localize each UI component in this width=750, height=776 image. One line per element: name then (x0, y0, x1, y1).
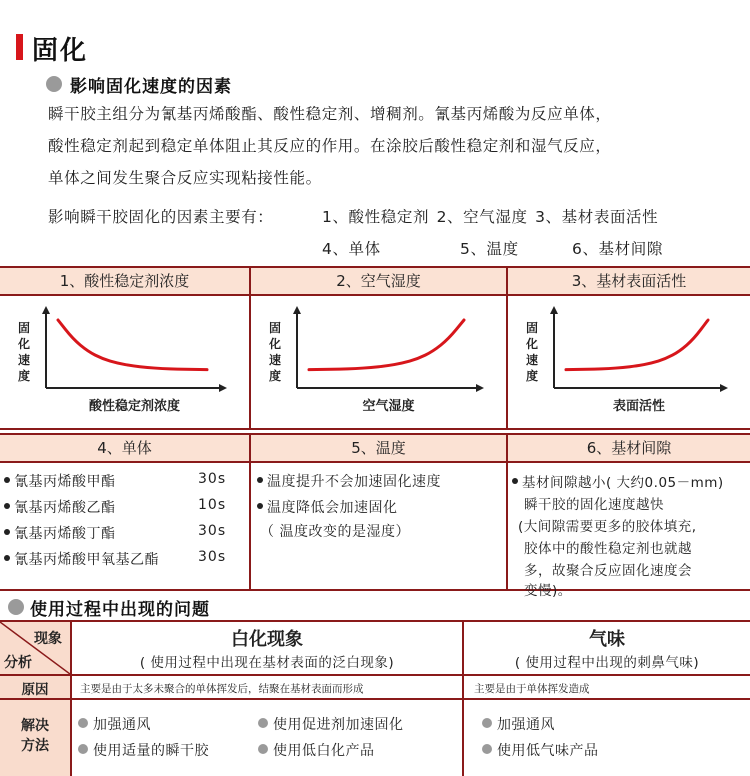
factor-5: 5、温度 (460, 240, 519, 258)
gap-line: (大间隙需要更多的胶体填充, (518, 519, 697, 535)
section-title-problems: 使用过程中出现的问题 (30, 600, 210, 620)
y-axis-label-char: 固 (17, 321, 31, 335)
section-bullet-icon (46, 76, 62, 92)
y-axis-label-char: 度 (525, 369, 539, 383)
factor-6: 6、基材间隙 (572, 240, 663, 258)
page-title: 固化 (32, 36, 89, 66)
curve-series (58, 320, 207, 370)
gap-line: 变慢)。 (524, 583, 572, 599)
chart-header-1: 1、酸性稳定剂浓度 (0, 268, 249, 294)
chart-header-3: 3、基材表面活性 (508, 268, 750, 294)
y-axis-label-char: 固 (525, 321, 539, 335)
x-axis-label: 表面活性 (612, 399, 666, 414)
whitening-solution: 加强通风 (78, 714, 151, 734)
whitening-title: 白化现象 (231, 629, 303, 650)
y-axis-label-char: 速 (268, 353, 282, 367)
bullet-icon (258, 718, 268, 728)
x-axis-label: 酸性稳定剂浓度 (88, 399, 181, 414)
factor-4: 4、单体 (322, 240, 381, 258)
temperature-item: 温度提升不会加速固化速度 (257, 471, 441, 491)
gap-line: 基材间隙越小( 大约0.05－mm) (512, 471, 724, 491)
curve-series (566, 320, 708, 370)
intro-line-2: 酸性稳定剂起到稳定单体阻止其反应的作用。在涂胶后酸性稳定剂和湿气反应， (48, 137, 612, 155)
y-axis-label-char: 速 (525, 353, 539, 367)
bullet-icon (257, 477, 263, 483)
intro-line-1: 瞬干胶主组分为氰基丙烯酸酯、酸性稳定剂、增稠剂。氰基丙烯酸为反应单体， (48, 105, 612, 123)
odor-cause: 主要是由于单体挥发造成 (474, 683, 590, 695)
x-axis-arrow-icon (219, 384, 227, 392)
title-accent-bar (16, 34, 23, 60)
intro-line-3: 单体之间发生聚合反应实现粘接性能。 (48, 169, 322, 187)
bullet-icon (4, 529, 10, 535)
monomer-item: 氰基丙烯酸甲酯 (4, 471, 116, 491)
bullet-icon (258, 744, 268, 754)
detail-header-divider (0, 461, 750, 463)
detail-col-divider-1 (249, 435, 251, 589)
curve-series (309, 320, 464, 370)
bullet-icon (512, 478, 518, 484)
bullet-icon (4, 555, 10, 561)
y-axis-label-char: 度 (268, 369, 282, 383)
details-table (0, 433, 750, 599)
section-title-factors: 影响固化速度的因素 (70, 77, 232, 97)
monomer-time: 30s (198, 549, 227, 565)
row-divider-2 (0, 698, 750, 700)
odor-subtitle: ( 使用过程中出现的刺鼻气味) (514, 655, 700, 671)
detail-header-gap: 6、基材间隙 (508, 435, 750, 461)
y-axis-label-char: 化 (268, 337, 282, 351)
temperature-note: （ 温度改变的是湿度） (260, 524, 410, 540)
corner-label-phenomenon: 现象 (34, 631, 62, 647)
bullet-icon (78, 718, 88, 728)
y-axis-arrow-icon (293, 306, 301, 314)
problems-table (0, 620, 750, 776)
y-axis-label-char: 化 (525, 337, 539, 351)
monomer-time: 30s (198, 523, 227, 539)
gap-line: 瞬干胶的固化速度越快 (524, 497, 664, 513)
monomer-time: 30s (198, 471, 227, 487)
cause-label: 原因 (21, 682, 49, 698)
bullet-icon (78, 744, 88, 754)
odor-solution: 使用低气味产品 (482, 740, 599, 760)
y-axis-arrow-icon (42, 306, 50, 314)
detail-header-temperature: 5、温度 (251, 435, 506, 461)
gap-line: 多，故聚合反应固化速度会 (524, 563, 692, 579)
chart-air-humidity (251, 296, 506, 428)
whitening-solution: 使用低白化产品 (258, 740, 375, 760)
bullet-icon (4, 477, 10, 483)
corner-label-analysis: 分析 (4, 655, 32, 671)
bullet-icon (482, 744, 492, 754)
y-axis-arrow-icon (550, 306, 558, 314)
chart-acid-stabilizer (0, 296, 249, 428)
bullet-icon (257, 503, 263, 509)
bullet-icon (4, 503, 10, 509)
x-axis-arrow-icon (476, 384, 484, 392)
y-axis-label-char: 度 (17, 369, 31, 383)
solution-label: 解决 方法 (21, 718, 49, 754)
chart-surface-activity (508, 296, 750, 428)
detail-col-divider-2 (506, 435, 508, 589)
row-divider-1 (0, 674, 750, 676)
x-axis-arrow-icon (720, 384, 728, 392)
whitening-subtitle: ( 使用过程中出现在基材表面的泛白现象) (139, 655, 395, 671)
gap-line: 胶体中的酸性稳定剂也就越 (524, 541, 692, 557)
chart-header-2: 2、空气湿度 (251, 268, 506, 294)
whitening-cause: 主要是由于太多未聚合的单体挥发后，结聚在基材表面而形成 (80, 683, 364, 695)
whitening-solution: 使用促进剂加速固化 (258, 714, 404, 734)
factors-row-1: 1、酸性稳定剂 2、空气湿度 3、基材表面活性 (322, 208, 659, 226)
monomer-item: 氰基丙烯酸丁酯 (4, 523, 116, 543)
monomer-time: 10s (198, 497, 227, 513)
y-axis-label-char: 速 (17, 353, 31, 367)
monomer-item: 氰基丙烯酸乙酯 (4, 497, 116, 517)
odor-title: 气味 (589, 629, 625, 650)
section-bullet-icon (8, 599, 24, 615)
bullet-icon (482, 718, 492, 728)
detail-header-monomer: 4、单体 (0, 435, 249, 461)
y-axis-label-char: 化 (17, 337, 31, 351)
whitening-solution: 使用适量的瞬干胶 (78, 740, 209, 760)
temperature-item: 温度降低会加速固化 (257, 497, 398, 517)
monomer-item: 氰基丙烯酸甲氧基乙酯 (4, 549, 159, 569)
charts-table (0, 266, 750, 430)
factors-lead: 影响瞬干胶固化的因素主要有： (48, 208, 274, 226)
y-axis-label-char: 固 (268, 321, 282, 335)
x-axis-label: 空气湿度 (362, 399, 415, 414)
odor-solution: 加强通风 (482, 714, 555, 734)
